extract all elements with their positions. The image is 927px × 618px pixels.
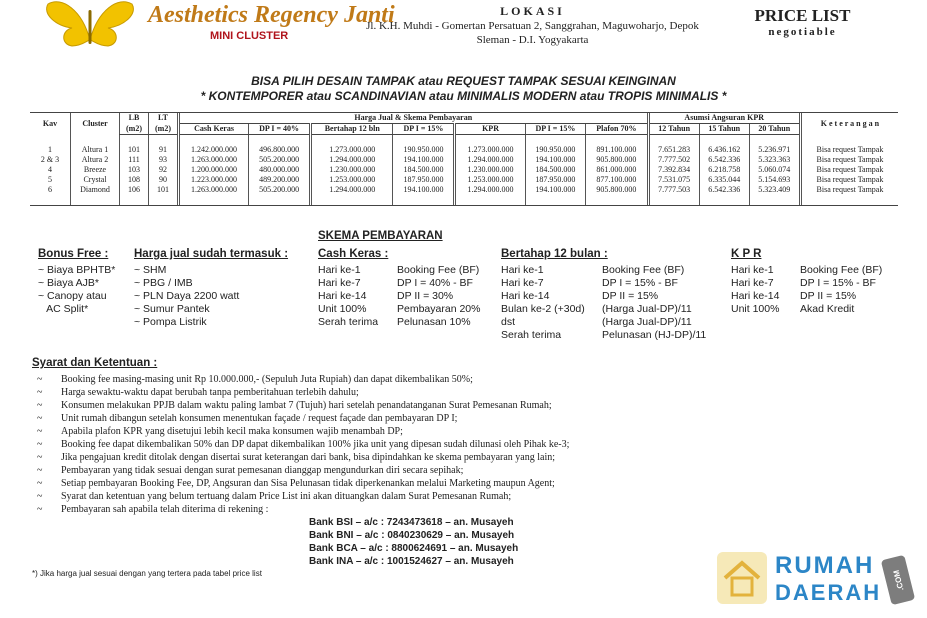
cell-dp15b: 194.100.000 <box>525 185 586 195</box>
bertahap-row <box>501 303 706 316</box>
kpr-detail: DP I = 15% - BF <box>800 277 876 289</box>
cell-dp40: 496.800.000 <box>249 145 311 155</box>
cell-t20: 5.236.971 <box>749 145 800 155</box>
cell-t12: 7.392.834 <box>648 165 699 175</box>
syarat-text: Setiap pembayaran Booking Fee, DP, Angsuran dan Sisa Pelunasan tidak diperkenankan melalui Marketing maupun Agent; <box>61 478 555 489</box>
bertahap-row <box>501 277 706 290</box>
syarat-item <box>37 425 569 438</box>
cell-cluster: Altura 1 <box>71 145 120 155</box>
cell-lt: 101 <box>149 185 179 195</box>
kpr-detail: DP II = 15% <box>800 290 857 302</box>
bertahap-step: Hari ke-14 <box>501 290 550 302</box>
cell-dp15a: 194.100.000 <box>393 155 455 165</box>
kpr-step: Unit 100% <box>731 303 780 315</box>
cell-plafon: 905.800.000 <box>586 155 648 165</box>
house-icon-shape <box>717 552 767 604</box>
kpr-row <box>731 290 882 303</box>
tilde-bullet: ~ <box>37 504 43 515</box>
kpr-row <box>731 264 882 277</box>
termasuk-item: ~ Pompa Listrik <box>134 316 207 328</box>
bertahap-detail: Booking Fee (BF) <box>602 264 685 276</box>
bertahap-step: dst <box>501 316 516 328</box>
termasuk-item: ~ SHM <box>134 264 167 276</box>
bertahap-step: Hari ke-1 <box>501 264 544 276</box>
syarat-text: Pembayaran yang tidak sesuai dengan surat pemesanan dianggap mengundurkan diri secara sepihak; <box>61 465 464 476</box>
cash-detail: DP I = 40% - BF <box>397 277 473 289</box>
kpr-row <box>731 303 882 316</box>
col-plafon: Plafon 70% <box>586 124 648 135</box>
cell-kpr: 1.294.000.000 <box>455 155 525 165</box>
syarat-list <box>37 373 569 516</box>
cell-lt: 93 <box>149 155 179 165</box>
cash-rows <box>318 264 480 329</box>
bonus-item: ~ Biaya BPHTB* <box>38 264 116 276</box>
cell-kav: 2 & 3 <box>40 155 60 164</box>
tilde-bullet: ~ <box>37 452 43 463</box>
syarat-item <box>37 451 569 464</box>
cell-cash: 1.200.000.000 <box>179 165 249 175</box>
cell-cluster: Breeze <box>71 165 120 175</box>
cash-step: Unit 100% <box>318 303 367 315</box>
bertahap-rows <box>501 264 706 342</box>
bonus-item: AC Split* <box>38 303 89 315</box>
cell-dp15a: 194.100.000 <box>393 185 455 195</box>
cell-plafon: 861.000.000 <box>586 165 648 175</box>
cell-kav: 5 <box>48 175 52 184</box>
cell-bertahap: 1.294.000.000 <box>311 155 393 165</box>
bertahap-step: Bulan ke-2 (+30d) <box>501 303 585 315</box>
cash-step: Hari ke-1 <box>318 264 361 276</box>
footnote: *) Jika harga jual sesuai dengan yang tertera pada tabel price list <box>32 569 262 578</box>
bertahap-step: Serah terima <box>501 329 562 341</box>
cell-t12: 7.651.283 <box>648 145 699 155</box>
col-dp15a: DP I = 15% <box>393 124 455 135</box>
cell-dp15a: 184.500.000 <box>393 165 455 175</box>
cell-cash: 1.263.000.000 <box>179 185 249 195</box>
col-lt: LT <box>149 113 179 124</box>
kpr-step: Hari ke-1 <box>731 264 774 276</box>
syarat-text: Harga sewaktu-waktu dapat berubah tanpa pemberitahuan terlebih dahulu; <box>61 387 359 398</box>
bank-account: Bank INA – a/c : 1001524627 – an. Musayeh <box>309 556 514 567</box>
bertahap-detail: DP I = 15% - BF <box>602 277 678 289</box>
bonus-title: Bonus Free : <box>38 248 109 260</box>
termasuk-item: ~ PLN Daya 2200 watt <box>134 290 240 302</box>
cell-kav: 4 <box>48 165 52 174</box>
syarat-item <box>37 490 569 503</box>
syarat-item <box>37 399 569 412</box>
cell-t20: 5.154.693 <box>749 175 800 185</box>
kpr-step: Hari ke-14 <box>731 290 780 302</box>
cash-detail: Pelunasan 10% <box>397 316 471 328</box>
bank-account: Bank BSI – a/c : 7243473618 – an. Musayeh <box>309 517 514 528</box>
kpr-row <box>731 277 882 290</box>
syarat-item <box>37 477 569 490</box>
syarat-text: Unit rumah dibangun setelah konsumen menentukan façade / request façade dan pembayaran DP I; <box>61 413 458 424</box>
bonus-item: ~ Canopy atau <box>38 290 107 302</box>
lokasi-line1: Jl. K.H. Muhdi - Gomertan Persatuan 2, Sanggrahan, Maguwoharjo, Depok <box>366 20 699 32</box>
syarat-text: Syarat dan ketentuan yang belum tertuang dalam Price List ini akan dituangkan dalam Surat Pemesanan Rumah; <box>61 491 512 502</box>
col-lb-unit: (m2) <box>120 124 149 135</box>
cell-bertahap: 1.294.000.000 <box>311 185 393 195</box>
cell-kpr: 1.294.000.000 <box>455 185 525 195</box>
cash-detail: DP II = 30% <box>397 290 454 302</box>
bank-account: Bank BNI – a/c : 0840230629 – an. Musayeh <box>309 530 515 541</box>
cell-cash: 1.263.000.000 <box>179 155 249 165</box>
kpr-detail: Booking Fee (BF) <box>800 264 883 276</box>
col-kpr: KPR <box>455 124 525 135</box>
cell-dp40: 505.200.000 <box>249 155 311 165</box>
cell-lt: 91 <box>149 145 179 155</box>
watermark-dotcom: .COM <box>891 568 905 592</box>
cell-dp15b: 190.950.000 <box>525 145 586 155</box>
brand-name: Aesthetics Regency Janti <box>148 2 395 28</box>
cash-row <box>318 303 480 316</box>
syarat-text: Booking fee dapat dikembalikan 50% dan DP dapat dikembalikan 100% jika unit yang dipesan sudah dilunasi oleh Pihak ke-3; <box>61 439 570 450</box>
lokasi-title: LOKASI <box>500 4 565 18</box>
table-row <box>30 185 898 195</box>
cell-dp40: 489.200.000 <box>249 175 311 185</box>
bertahap-step: Hari ke-7 <box>501 277 544 289</box>
cell-lb: 106 <box>120 185 149 195</box>
cell-dp15b: 184.500.000 <box>525 165 586 175</box>
bertahap-row <box>501 329 706 342</box>
skema-title: SKEMA PEMBAYARAN <box>318 230 443 242</box>
tilde-bullet: ~ <box>37 439 43 450</box>
price-rows <box>30 145 898 195</box>
cell-kav: 1 <box>48 145 52 154</box>
cash-detail: Pembayaran 20% <box>397 303 481 315</box>
headline-line2: * KONTEMPORER atau SCANDINAVIAN atau MINIMALIS MODERN atau TROPIS MINIMALIS * <box>200 89 727 103</box>
col-keterangan: K e t e r a n g a n <box>800 113 898 135</box>
table-row <box>30 155 898 165</box>
cell-ket: Bisa request Tampak <box>800 185 898 195</box>
syarat-item <box>37 503 569 516</box>
kpr-title: K P R <box>731 248 762 260</box>
watermark-badge <box>881 555 915 605</box>
watermark-line2: DAERAH <box>775 580 882 605</box>
cell-lb: 101 <box>120 145 149 155</box>
cell-cluster: Diamond <box>71 185 120 195</box>
col-15tahun: 15 Tahun <box>699 124 749 135</box>
cell-kav: 6 <box>48 185 52 194</box>
price-table <box>30 113 898 205</box>
cell-t12: 7.531.075 <box>648 175 699 185</box>
cell-bertahap: 1.253.000.000 <box>311 175 393 185</box>
cell-cluster: Altura 2 <box>71 155 120 165</box>
tilde-bullet: ~ <box>37 478 43 489</box>
cell-t15: 6.218.758 <box>699 165 749 175</box>
col-lb: LB <box>120 113 149 124</box>
cell-t15: 6.542.336 <box>699 185 749 195</box>
syarat-item <box>37 438 569 451</box>
cell-ket: Bisa request Tampak <box>800 155 898 165</box>
cell-dp15b: 187.950.000 <box>525 175 586 185</box>
bertahap-row <box>501 290 706 303</box>
cash-row <box>318 290 480 303</box>
bertahap-detail: Pelunasan (HJ-DP)/11 <box>602 329 707 341</box>
tilde-bullet: ~ <box>37 465 43 476</box>
tilde-bullet: ~ <box>37 426 43 437</box>
tilde-bullet: ~ <box>37 387 43 398</box>
price-list-subtitle: negotiable <box>768 26 837 38</box>
syarat-item <box>37 412 569 425</box>
cell-cash: 1.223.000.000 <box>179 175 249 185</box>
group-harga: Harga Jual & Skema Pembayaran <box>179 113 649 124</box>
cell-ket: Bisa request Tampak <box>800 145 898 155</box>
cell-t12: 7.777.502 <box>648 155 699 165</box>
termasuk-item: ~ Sumur Pantek <box>134 303 210 315</box>
table-row <box>30 165 898 175</box>
termasuk-title: Harga jual sudah termasuk : <box>134 248 289 260</box>
price-table-wrap <box>30 112 898 206</box>
bertahap-detail: (Harga Jual-DP)/11 <box>602 316 692 328</box>
cash-row <box>318 277 480 290</box>
watermark-line1: RUMAH <box>775 552 875 579</box>
cash-step: Serah terima <box>318 316 379 328</box>
cell-lb: 108 <box>120 175 149 185</box>
cell-bertahap: 1.273.000.000 <box>311 145 393 155</box>
syarat-item <box>37 386 569 399</box>
lokasi-block <box>355 4 710 47</box>
tilde-bullet: ~ <box>37 374 43 385</box>
brand-subtitle: MINI CLUSTER <box>210 30 289 42</box>
cell-ket: Bisa request Tampak <box>800 175 898 185</box>
cell-dp40: 505.200.000 <box>249 185 311 195</box>
termasuk-item: ~ PBG / IMB <box>134 277 193 289</box>
syarat-text: Konsumen melakukan PPJB dalam waktu paling lambat 7 (Tujuh) hari setelah penandatanganan Surat Pemesanan Rumah; <box>61 400 552 411</box>
bertahap-row <box>501 264 706 277</box>
bertahap-detail: DP II = 15% <box>602 290 659 302</box>
headline-line1: BISA PILIH DESAIN TAMPAK atau REQUEST TAMPAK SESUAI KEINGINAN <box>251 74 676 88</box>
syarat-item <box>37 464 569 477</box>
cell-cash: 1.242.000.000 <box>179 145 249 155</box>
syarat-text: Jika pengajuan kredit ditolak dengan disertai surat keterangan dari bank, bisa dipindahkan ke skema pembayaran yang lain; <box>61 452 555 463</box>
col-12tahun: 12 Tahun <box>648 124 699 135</box>
cash-row <box>318 264 480 277</box>
cell-lb: 111 <box>120 155 149 165</box>
bank-account: Bank BCA – a/c : 8800624691 – an. Musayeh <box>309 543 519 554</box>
house-icon <box>717 552 767 604</box>
syarat-text: Apabila plafon KPR yang disetujui lebih kecil maka konsumen wajib menambah DP; <box>61 426 403 437</box>
cell-dp40: 480.000.000 <box>249 165 311 175</box>
cell-t20: 5.323.363 <box>749 155 800 165</box>
col-kav: Kav <box>42 118 58 128</box>
bonus-item: ~ Biaya AJB* <box>38 277 99 289</box>
syarat-text: Pembayaran sah apabila telah diterima di rekening : <box>61 504 269 515</box>
table-row <box>30 175 898 185</box>
tilde-bullet: ~ <box>37 400 43 411</box>
col-dp40: DP I = 40% <box>249 124 311 135</box>
termasuk-list <box>134 264 288 329</box>
cash-row <box>318 316 480 329</box>
cash-title: Cash Keras : <box>318 248 389 260</box>
kpr-block <box>731 248 882 316</box>
cell-dp15a: 187.950.000 <box>393 175 455 185</box>
syarat-title: Syarat dan Ketentuan : <box>32 357 158 369</box>
bertahap-row <box>501 316 706 329</box>
cell-lb: 103 <box>120 165 149 175</box>
butterfly-logo-icon <box>42 0 138 48</box>
lokasi-line2: Sleman - D.I. Yogyakarta <box>476 34 589 46</box>
col-bertahap: Bertahap 12 bln <box>311 124 393 135</box>
termasuk-block <box>134 248 288 329</box>
bank-list <box>309 516 569 568</box>
bertahap-block <box>501 248 706 342</box>
cell-plafon: 905.800.000 <box>586 185 648 195</box>
bonus-block <box>38 248 115 316</box>
cash-step: Hari ke-7 <box>318 277 361 289</box>
col-20tahun: 20 Tahun <box>749 124 800 135</box>
table-row <box>30 145 898 155</box>
kpr-detail: Akad Kredit <box>800 303 855 315</box>
cell-ket: Bisa request Tampak <box>800 165 898 175</box>
cell-lt: 92 <box>149 165 179 175</box>
cell-t15: 6.335.044 <box>699 175 749 185</box>
cell-t20: 5.060.074 <box>749 165 800 175</box>
kpr-rows <box>731 264 882 316</box>
price-list-title: PRICE LIST <box>754 6 851 25</box>
bertahap-title: Bertahap 12 bulan : <box>501 248 608 260</box>
cell-dp15b: 194.100.000 <box>525 155 586 165</box>
col-cash: Cash Keras <box>179 124 249 135</box>
cell-dp15a: 190.950.000 <box>393 145 455 155</box>
cell-kpr: 1.273.000.000 <box>455 145 525 155</box>
price-list-block <box>740 6 865 38</box>
col-dp15b: DP I = 15% <box>525 124 586 135</box>
group-asumsi: Asumsi Angsuran KPR <box>648 113 800 124</box>
cash-detail: Booking Fee (BF) <box>397 264 480 276</box>
cell-t20: 5.323.409 <box>749 185 800 195</box>
col-cluster: Cluster <box>71 113 120 135</box>
cell-kpr: 1.253.000.000 <box>455 175 525 185</box>
tilde-bullet: ~ <box>37 413 43 424</box>
cash-block <box>318 248 480 329</box>
cell-t15: 6.542.336 <box>699 155 749 165</box>
cell-kpr: 1.230.000.000 <box>455 165 525 175</box>
col-lt-unit: (m2) <box>149 124 179 135</box>
bonus-list <box>38 264 115 316</box>
cash-step: Hari ke-14 <box>318 290 367 302</box>
cell-plafon: 877.100.000 <box>586 175 648 185</box>
cell-bertahap: 1.230.000.000 <box>311 165 393 175</box>
kpr-step: Hari ke-7 <box>731 277 774 289</box>
cell-t15: 6.436.162 <box>699 145 749 155</box>
syarat-block <box>32 357 569 568</box>
cell-cluster: Crystal <box>71 175 120 185</box>
cell-lt: 90 <box>149 175 179 185</box>
syarat-text: Booking fee masing-masing unit Rp 10.000.000,- (Sepuluh Juta Rupiah) dan dapat dikembalikan 50%; <box>61 374 473 385</box>
bertahap-detail: (Harga Jual-DP)/11 <box>602 303 692 315</box>
cell-t12: 7.777.503 <box>648 185 699 195</box>
cell-plafon: 891.100.000 <box>586 145 648 155</box>
tilde-bullet: ~ <box>37 491 43 502</box>
syarat-item <box>37 373 569 386</box>
